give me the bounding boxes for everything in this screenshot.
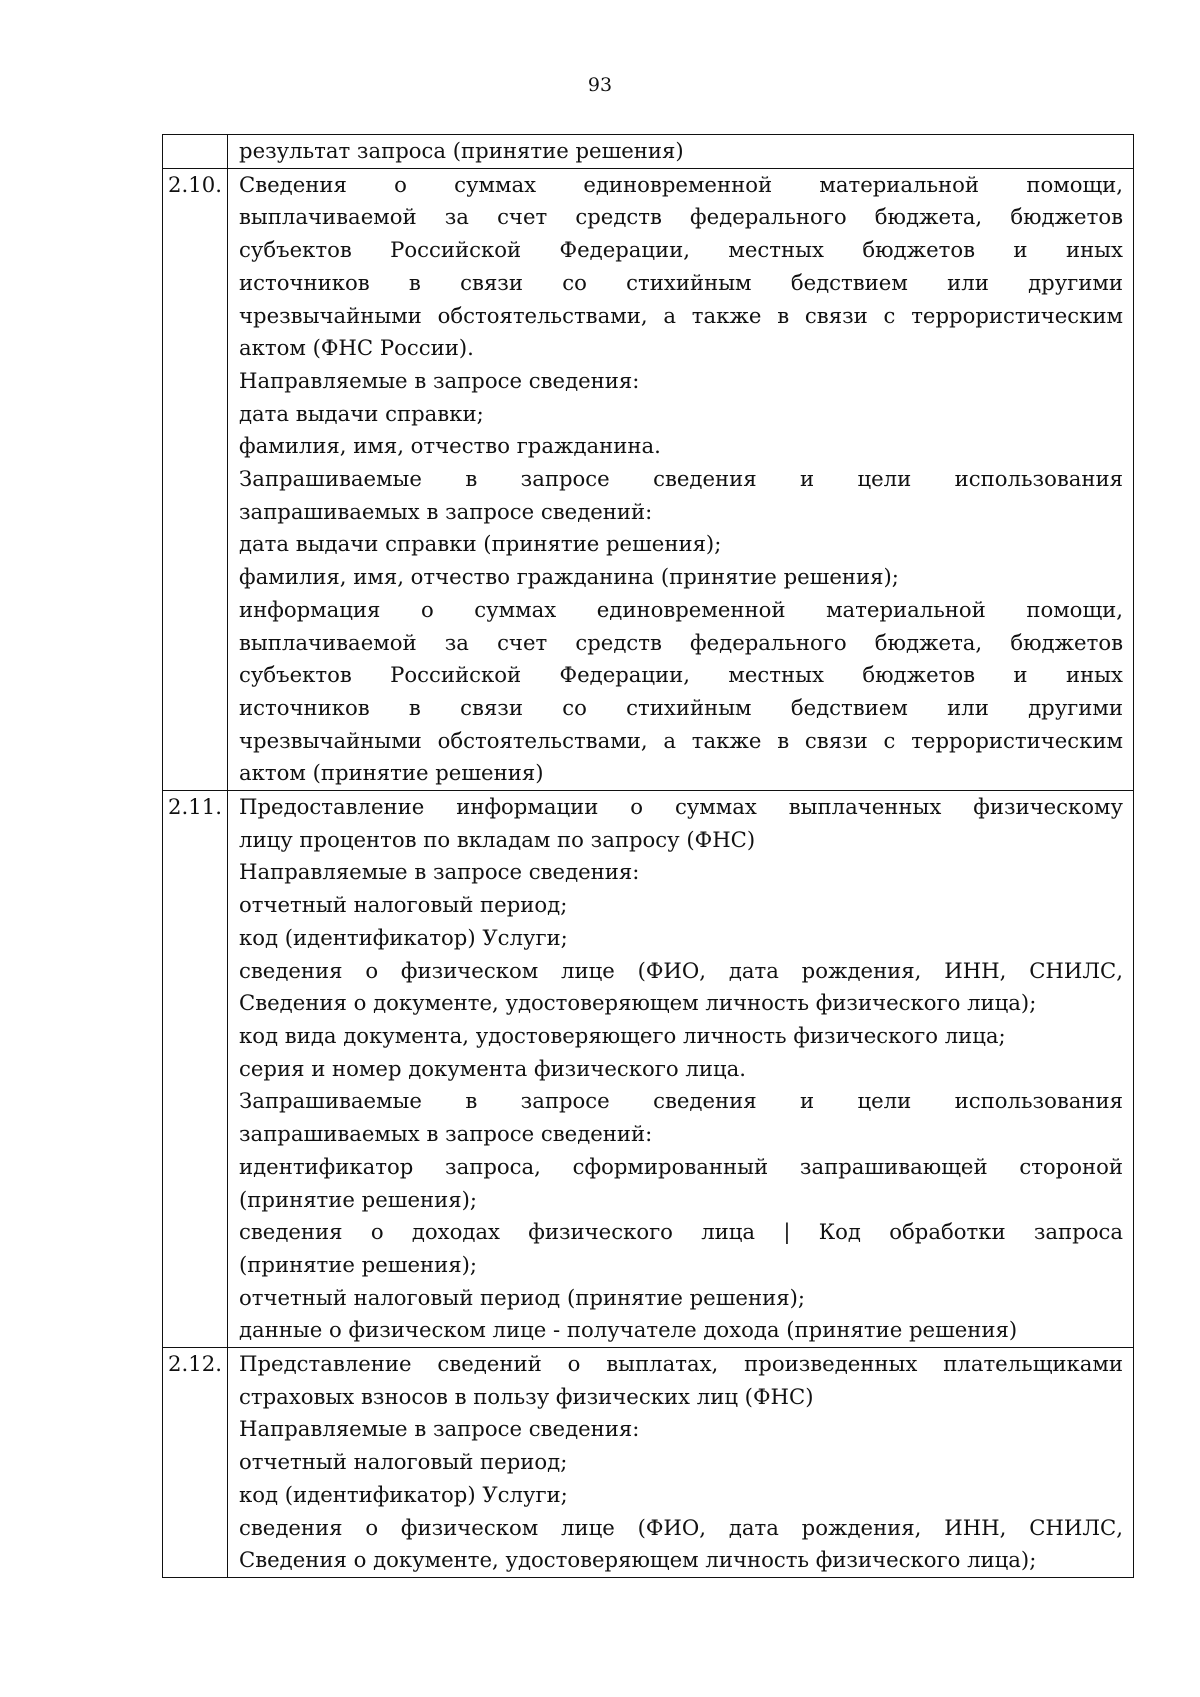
text-line: отчетный налоговый период (принятие решения); bbox=[239, 1284, 805, 1310]
row-number-cell: 2.10. bbox=[163, 168, 228, 790]
row-content-cell bbox=[228, 791, 1134, 1348]
text-line: идентификатор запроса, сформированный запрашивающей стороной bbox=[239, 1153, 1123, 1179]
document-table bbox=[162, 134, 1134, 1578]
text-line: Сведения о суммах единовременной материальной помощи, bbox=[239, 171, 1123, 197]
text-line: выплачиваемой за счет средств федерального бюджета, бюджетов bbox=[239, 204, 1123, 230]
text-line: сведения о физическом лице (ФИО, дата рождения, ИНН, СНИЛС, bbox=[239, 957, 1123, 983]
text-line: выплачиваемой за счет средств федерального бюджета, бюджетов bbox=[239, 629, 1123, 655]
text-line: код вида документа, удостоверяющего личность физического лица; bbox=[239, 1022, 1006, 1048]
row-number-cell: 2.11. bbox=[163, 791, 228, 1348]
row-content-cell bbox=[228, 168, 1134, 790]
text-line: чрезвычайными обстоятельствами, а также в связи с террористическим bbox=[239, 727, 1123, 753]
row-number-cell bbox=[163, 135, 228, 169]
text-line: Предоставление информации о суммах выплаченных физическому bbox=[239, 794, 1123, 820]
text-line: сведения о доходах физического лица | Код обработки запроса bbox=[239, 1219, 1123, 1245]
text-line: дата выдачи справки (принятие решения); bbox=[239, 531, 722, 557]
text-line: субъектов Российской Федерации, местных бюджетов и иных bbox=[239, 237, 1123, 263]
text-line: фамилия, имя, отчество гражданина (принятие решения); bbox=[239, 564, 899, 590]
text-line: запрашиваемых в запросе сведений: bbox=[239, 498, 653, 524]
row-content-cell bbox=[228, 135, 1134, 169]
text-line: Запрашиваемые в запросе сведения и цели использования bbox=[239, 466, 1123, 492]
text-line: Направляемые в запросе сведения: bbox=[239, 1416, 640, 1442]
text-line: фамилия, имя, отчество гражданина. bbox=[239, 433, 661, 459]
text-line: актом (принятие решения) bbox=[239, 760, 544, 786]
text-line: Запрашиваемые в запросе сведения и цели использования bbox=[239, 1088, 1123, 1114]
text-line: Направляемые в запросе сведения: bbox=[239, 367, 640, 393]
text-line: дата выдачи справки; bbox=[239, 400, 484, 426]
text-line: чрезвычайными обстоятельствами, а также в связи с террористическим bbox=[239, 302, 1123, 328]
text-line: серия и номер документа физического лица. bbox=[239, 1055, 746, 1081]
table-row bbox=[163, 791, 1134, 1348]
text-line: Представление сведений о выплатах, произведенных плательщиками bbox=[239, 1351, 1123, 1377]
text-line: результат запроса (принятие решения) bbox=[239, 138, 684, 163]
text-line: субъектов Российской Федерации, местных бюджетов и иных bbox=[239, 662, 1123, 688]
text-line: (принятие решения); bbox=[239, 1186, 478, 1212]
text-line: отчетный налоговый период; bbox=[239, 1449, 568, 1475]
text-line: отчетный налоговый период; bbox=[239, 892, 568, 918]
table-row bbox=[163, 1348, 1134, 1578]
table-body bbox=[163, 135, 1134, 1578]
text-line: Направляемые в запросе сведения: bbox=[239, 859, 640, 885]
row-content-cell bbox=[228, 1348, 1134, 1578]
page-number: 93 bbox=[587, 74, 613, 96]
text-line: актом (ФНС России). bbox=[239, 335, 474, 361]
text-line: (принятие решения); bbox=[239, 1251, 478, 1277]
text-line: страховых взносов в пользу физических лиц (ФНС) bbox=[239, 1383, 814, 1409]
table-row bbox=[163, 135, 1134, 169]
text-line: источников в связи со стихийным бедствием или другими bbox=[239, 694, 1123, 720]
row-number-cell: 2.12. bbox=[163, 1348, 228, 1578]
text-line: источников в связи со стихийным бедствием или другими bbox=[239, 269, 1123, 295]
text-line: код (идентификатор) Услуги; bbox=[239, 924, 568, 950]
table-row bbox=[163, 168, 1134, 790]
text-line: запрашиваемых в запросе сведений: bbox=[239, 1121, 653, 1147]
text-line: сведения о физическом лице (ФИО, дата рождения, ИНН, СНИЛС, bbox=[239, 1514, 1123, 1540]
text-line: код (идентификатор) Услуги; bbox=[239, 1481, 568, 1507]
text-line: информация о суммах единовременной материальной помощи, bbox=[239, 596, 1123, 622]
text-line: Сведения о документе, удостоверяющем личность физического лица); bbox=[239, 990, 1037, 1016]
text-line: данные о физическом лице - получателе дохода (принятие решения) bbox=[239, 1317, 1018, 1343]
text-line: лицу процентов по вкладам по запросу (ФНС) bbox=[239, 826, 756, 852]
text-line: Сведения о документе, удостоверяющем личность физического лица); bbox=[239, 1547, 1037, 1573]
